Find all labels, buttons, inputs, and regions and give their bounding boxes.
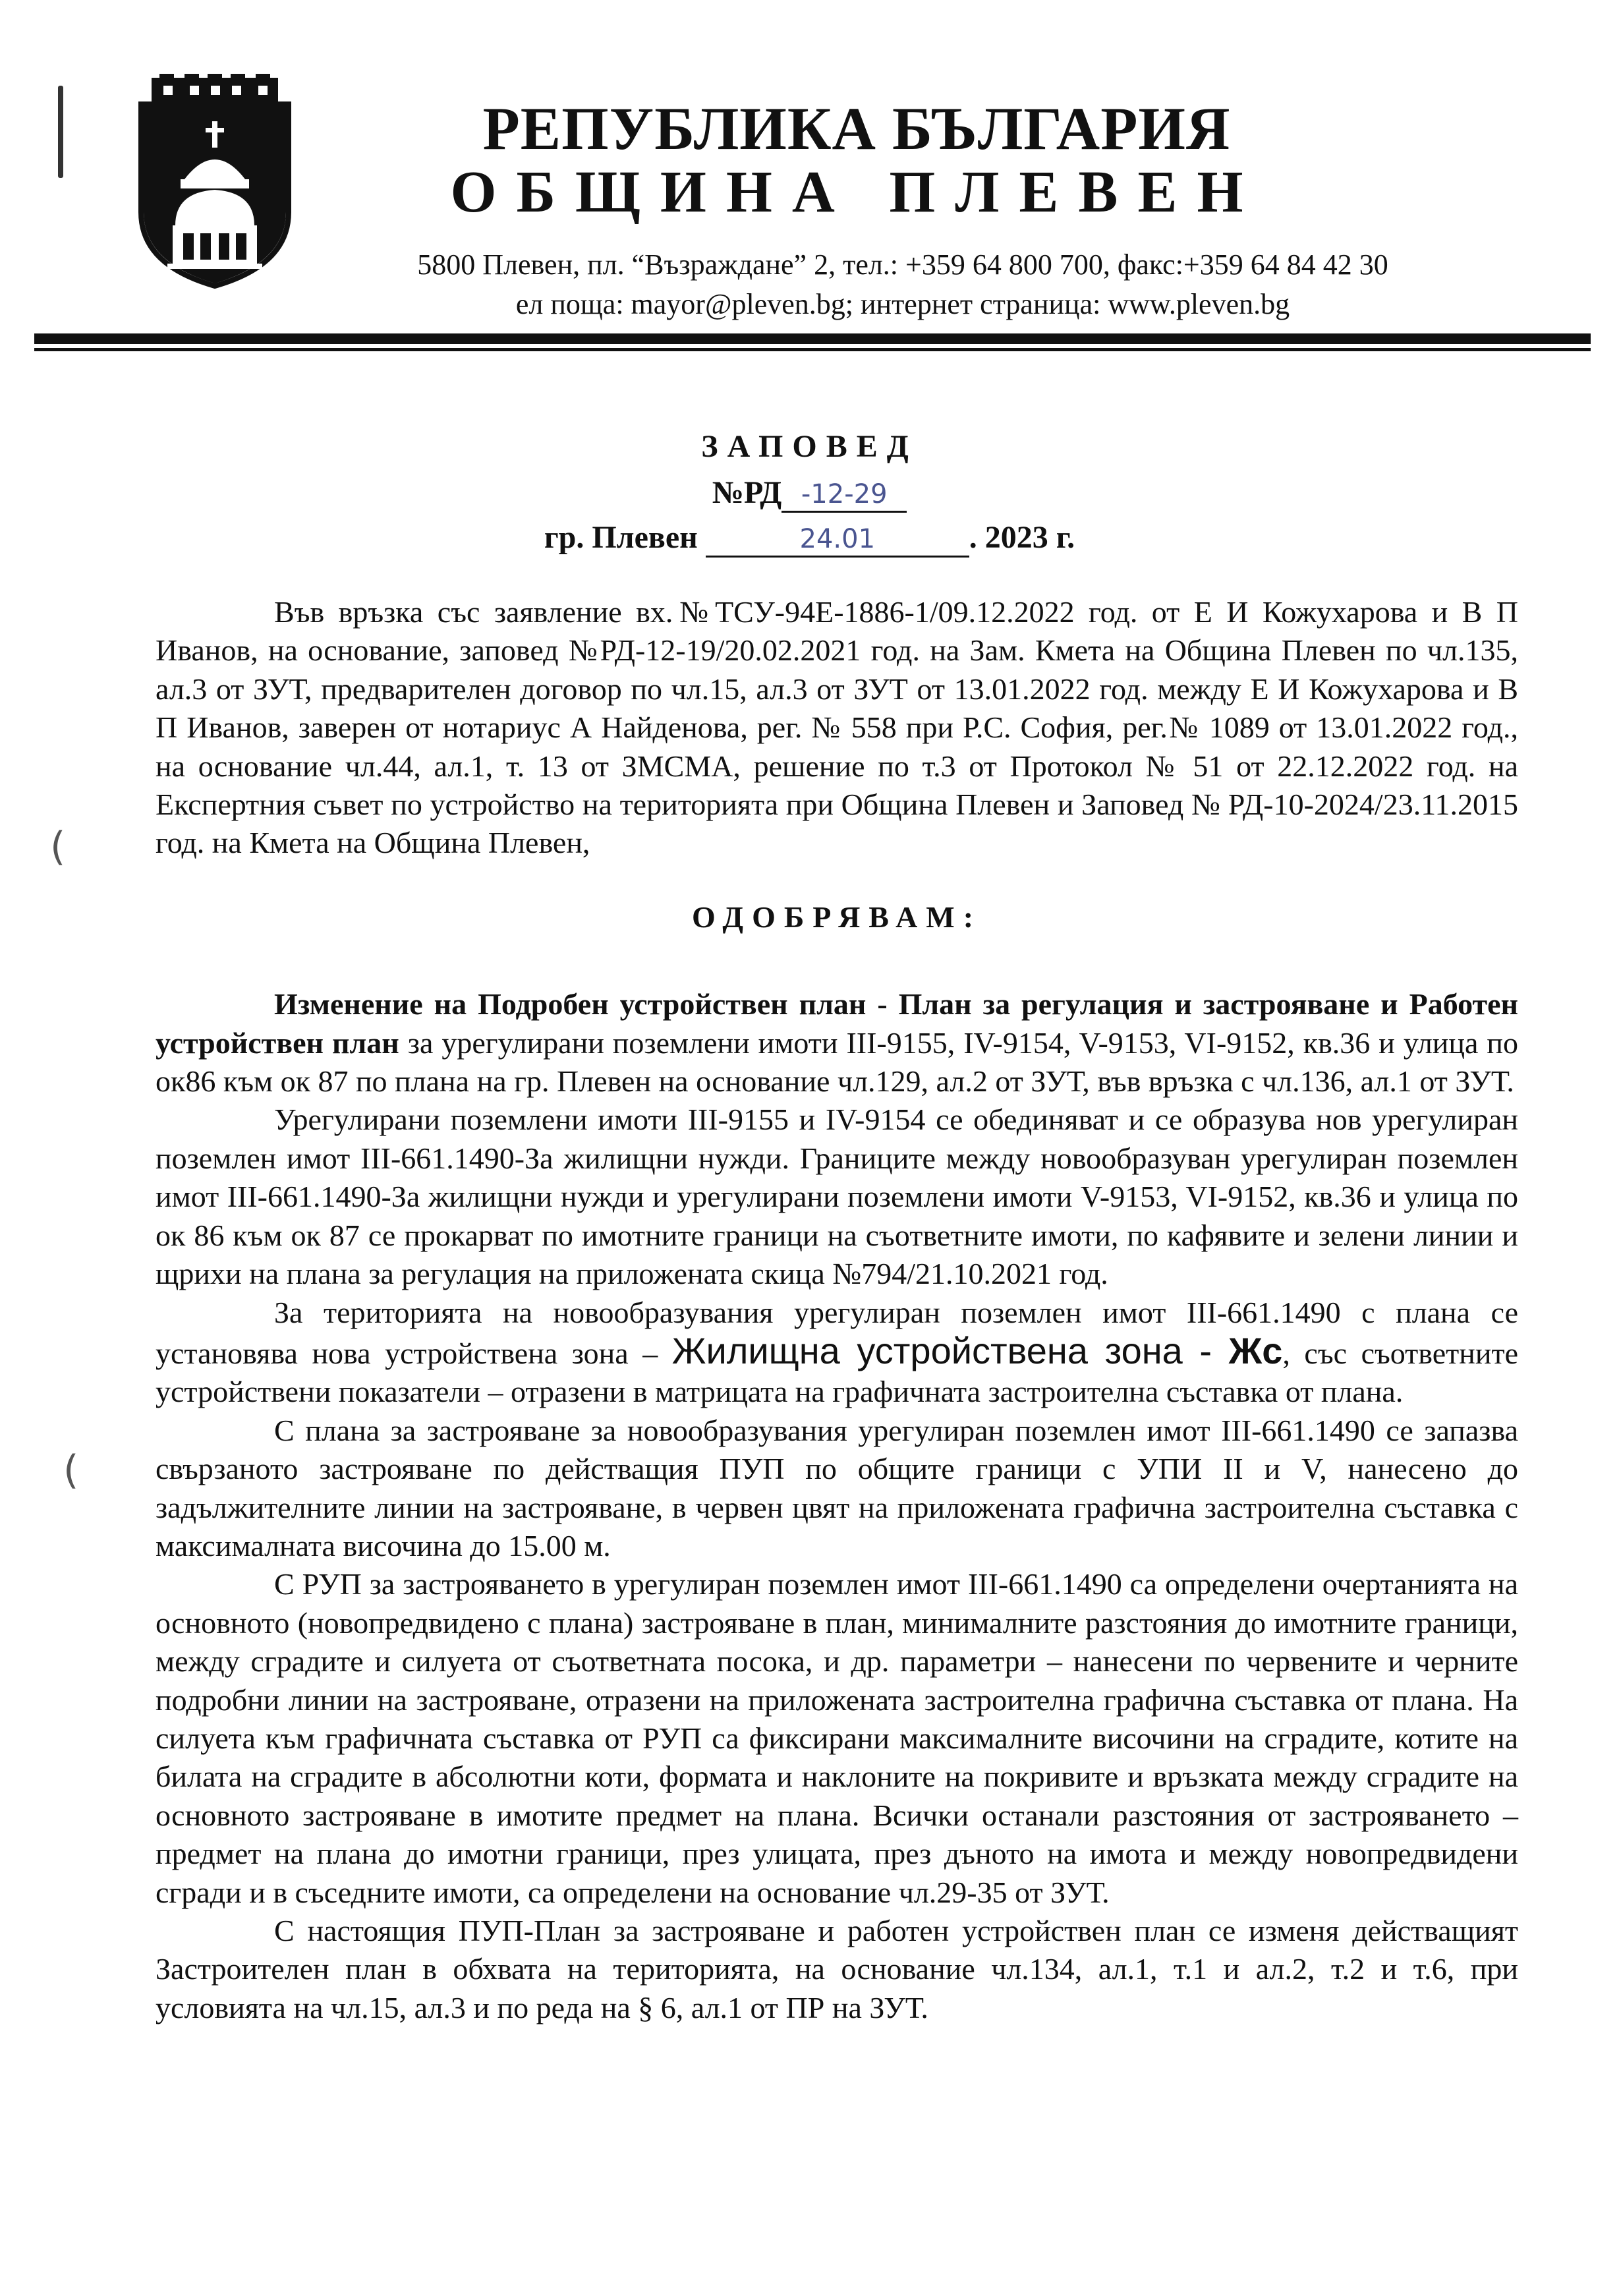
zone-name: Жилищна устройствена зона -	[671, 1329, 1229, 1371]
header-divider-thick	[34, 333, 1591, 344]
body-paragraph-grounds: Във връзка със заявление вх.№ТСУ-94Е-1886-1/09.12.2022 год. от Е И Кожухарова и В П Иванов, на основание, заповед №РД-12-19/20.02.2021 год. на Зам. Кмета на Община Плевен по чл.135, ал.3 от ЗУТ, предварителен договор по чл.15, ал.3 от ЗУТ от 13.01.2022 год. между Е И Кожухарова и В П Иванов, заверен от нотариус А Найденова, рег. № 558 при Р.С. София, рег.№ 1089 от 13.01.2022 год., на основание чл.44, ал.1, т. 13 от ЗМСМА, решение по т.3 от Протокол № 51 от 22.12.2022 год. на Експертния съвет по устройство на територията при Община Плевен и Заповед № РД-10-2024/23.11.2015 год. на Кмета на Община Плевен,	[156, 595, 1518, 860]
header-address: 5800 Плевен, пл. “Възраждане” 2, тел.: +359 64 800 700, факс:+359 64 84 42 30	[417, 248, 1388, 281]
header-divider-thin	[34, 348, 1591, 351]
body-paragraph-subject	[156, 985, 1518, 1101]
order-city: гр. Плевен	[544, 520, 698, 555]
zone-end: , със съответните устройствени показатели – отразени в матрицата на графичната застроителна съставка от плана.	[156, 1336, 1518, 1409]
zone-start: За територията на новообразувания урегулиран поземлен имот III-661.1490 с плана се установява нова устройствена зона –	[156, 1295, 1518, 1370]
body-paragraph-zone	[156, 1294, 1518, 1412]
body-paragraph-amendment: С настоящия ПУП-План за застрояване и работен устройствен план се изменя действащият Застроителен план в обхвата на територията, на основание чл.134, ал.1, т.1 и ал.2, т.2 и т.6, при условията на чл.15, ал.3 и по реда на § 6, ал.1 от ПР на ЗУТ.	[156, 1914, 1518, 2024]
order-number-handwritten: -12-29	[801, 479, 888, 509]
body-paragraph-rup: С РУП за застрояването в урегулиран поземлен имот III-661.1490 са определени очертанията на основното (новопредвидено с плана) застрояване в план, минималните разстояния до имотните граници, между сградите и силуета от съответната посока, и др. параметри – нанесени по червените и черните подробни линии на застрояване, отразени на приложената застроителна графична съставка от плана. На силуета към графичната съставка от РУП са фиксирани максималните височини на сградите, котите на билата на сградите в абсолютни коти, формата и наклоните на покривите и връзката между сградите на основното застрояване в имотите предмет на плана. Всички останали разстояния от застрояването – предмет на плана до имотни граници, през улицата, през дъното на имота и между новопредвидени сгради и в съседните имоти, са определени на основание чл.29-35 от ЗУТ.	[156, 1567, 1518, 1909]
header-title-republic: РЕПУБЛИКА БЪЛГАРИЯ	[482, 95, 1231, 162]
body-paragraph-merge: Урегулирани поземлени имоти III-9155 и IV-9154 се обединяват и се образува нов урегулиран поземлен имот III-661.1490-За жилищни нужди. Границите между новообразуван урегулиран поземлен имот III-661.1490-За жилищни нужди и урегулирани поземлени имоти V-9153, VI-9152, кв.36 и улица по ок 86 към ок 87 се прокарват по имотните граници на съответните имоти, по кафявите и зелени линии и щрихи на плана за регулация на приложената скица №794/21.10.2021 год.	[156, 1103, 1518, 1291]
order-date-line	[0, 519, 1619, 558]
order-number-prefix: №РД	[712, 475, 782, 510]
subject-rest: за урегулирани поземлени имоти III-9155, IV-9154, V-9153, VI-9152, кв.36 и улица по ок86 към ок 87 по плана на гр. Плевен на основание чл.129, ал.2 от ЗУТ, във връзка с чл.136, ал.1 от ЗУТ.	[156, 1025, 1519, 1099]
order-body	[156, 593, 1518, 2027]
order-title: ЗАПОВЕД	[701, 429, 918, 464]
punch-hole-mark: (	[50, 824, 66, 870]
punch-hole-mark: (	[63, 1447, 79, 1493]
header-title-municipality: ОБЩИНА ПЛЕВЕН	[450, 159, 1263, 225]
zone-code: Жс	[1228, 1329, 1283, 1371]
order-date-handwritten: 24.01	[799, 524, 876, 554]
subject-bold: Изменение на Подробен устройствен план - План за регулация и застрояване и Работен устройствен план	[156, 987, 1518, 1060]
approve-heading: ОДОБРЯВАМ:	[691, 900, 982, 934]
order-number-line	[0, 474, 1619, 513]
pleven-coat-of-arms-icon	[137, 74, 293, 289]
margin-mark	[58, 86, 63, 178]
order-year: . 2023 г.	[969, 520, 1075, 555]
header-contacts: ел поща: mayor@pleven.bg; интернет страница: www.pleven.bg	[515, 288, 1290, 320]
body-paragraph-building-plan: С плана за застрояване за новообразувания урегулиран поземлен имот III-661.1490 се запазва свързаното застрояване по действащия ПУП по общите граници с УПИ II и V, нанесено до задължителните линии на застрояване, в червен цвят на приложената графична застроителна съставка с максималната височина до 15.00 м.	[156, 1413, 1518, 1563]
